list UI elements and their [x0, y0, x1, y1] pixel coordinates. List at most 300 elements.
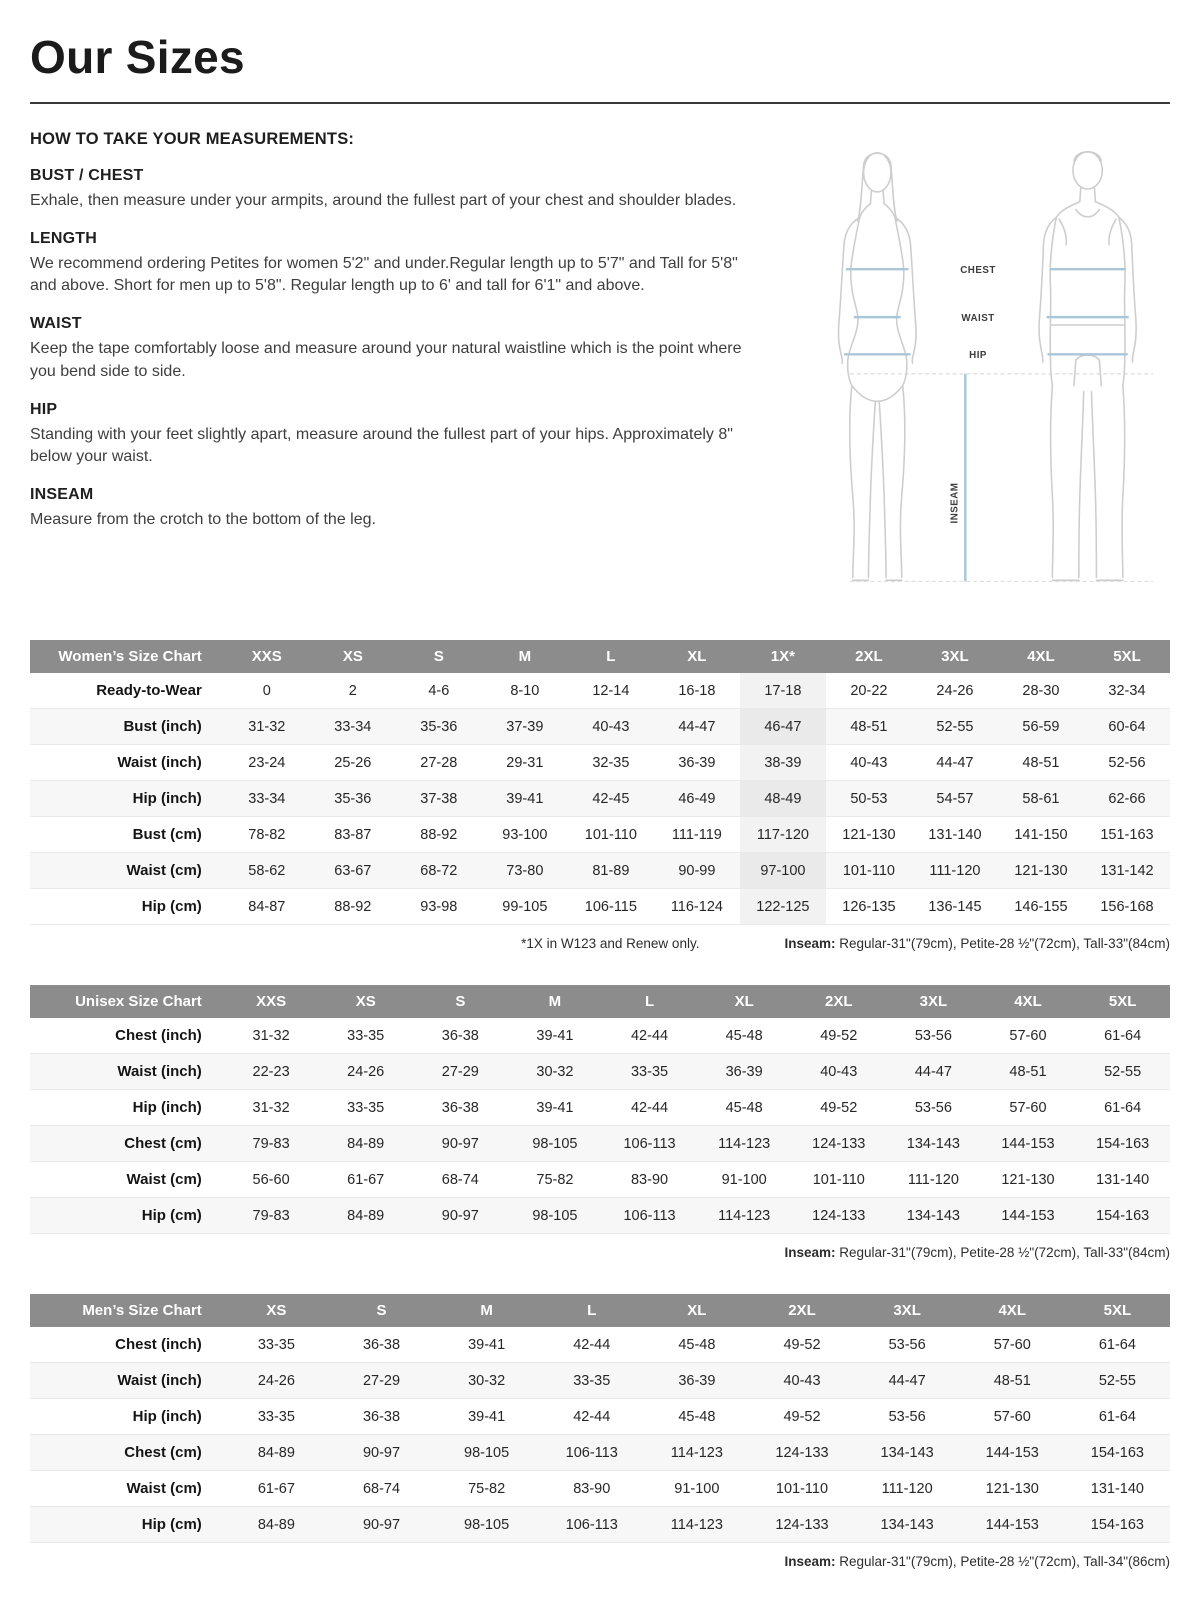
size-cell: 90-97 [441, 1135, 479, 1152]
one-x-footnote: *1X in W123 and Renew only. [521, 936, 700, 951]
table-row [30, 1198, 1170, 1234]
size-cell: 56-59 [1022, 718, 1060, 735]
size-cell: 79-83 [252, 1135, 290, 1152]
size-cell: 27-29 [441, 1063, 479, 1080]
size-cell: 121-130 [842, 826, 896, 843]
row-label: Bust (inch) [123, 718, 202, 735]
size-cell: 134-143 [880, 1444, 934, 1461]
size-cell: 39-41 [468, 1336, 506, 1353]
size-cell: 8-10 [510, 682, 540, 699]
table-row [30, 1507, 1170, 1543]
size-cell: 84-89 [257, 1444, 295, 1461]
size-cell: 154-163 [1090, 1444, 1144, 1461]
top-section [30, 130, 1170, 604]
column-header: S [413, 985, 508, 1018]
size-cell: 50-53 [850, 790, 888, 807]
size-cell: 45-48 [725, 1099, 763, 1116]
size-cell: 46-47 [740, 709, 826, 745]
size-cell: 32-34 [1108, 682, 1146, 699]
size-cell: 98-105 [532, 1207, 578, 1224]
size-cell: 75-82 [536, 1171, 574, 1188]
size-cell: 134-143 [880, 1516, 934, 1533]
size-cell: 33-35 [347, 1099, 385, 1116]
row-label: Waist (inch) [117, 1372, 202, 1389]
row-label: Waist (cm) [126, 862, 202, 879]
size-cell: 28-30 [1022, 682, 1060, 699]
size-cell: 114-123 [718, 1207, 771, 1224]
column-header: 3XL [855, 1294, 960, 1327]
size-cell: 54-57 [936, 790, 974, 807]
size-cell: 40-43 [592, 718, 630, 735]
size-cell: 114-123 [718, 1135, 771, 1152]
size-cell: 53-56 [914, 1099, 952, 1116]
size-cell: 90-97 [441, 1207, 479, 1224]
column-header: 3XL [886, 985, 981, 1018]
size-cell: 101-110 [775, 1480, 829, 1497]
size-cell: 48-49 [740, 781, 826, 817]
womens-size-table [30, 640, 1170, 925]
table-title: Women’s Size Chart [30, 640, 224, 673]
size-cell: 36-38 [441, 1027, 479, 1044]
inseam-note: Inseam: Regular-31"(79cm), Petite-28 ½"(72cm), Tall-33"(84cm) [784, 936, 1170, 951]
man-figure [1039, 152, 1136, 581]
size-cell: 49-52 [783, 1336, 821, 1353]
column-header: L [539, 1294, 644, 1327]
size-cell: 44-47 [678, 718, 716, 735]
size-cell: 117-120 [740, 817, 826, 853]
size-cell: 42-45 [592, 790, 630, 807]
size-cell: 27-29 [362, 1372, 401, 1389]
column-header: XS [224, 1294, 329, 1327]
size-cell: 83-90 [573, 1480, 611, 1497]
size-cell: 37-38 [420, 790, 458, 807]
size-cell: 40-43 [783, 1372, 821, 1389]
table-row [30, 1126, 1170, 1162]
size-table [30, 640, 1170, 925]
size-cell: 91-100 [674, 1480, 720, 1497]
size-cell: 156-168 [1100, 898, 1154, 915]
size-cell: 68-74 [362, 1480, 401, 1497]
size-cell: 154-163 [1096, 1135, 1150, 1152]
size-cell: 33-34 [334, 718, 372, 735]
section-title: WAIST [30, 315, 82, 333]
column-header: 2XL [749, 1294, 854, 1327]
inseam-note: Inseam: Regular-31"(79cm), Petite-28 ½"(72cm), Tall-34"(86cm) [784, 1554, 1170, 1569]
size-cell: 124-133 [775, 1444, 829, 1461]
size-cell: 122-125 [740, 889, 826, 925]
size-cell: 106-115 [584, 898, 637, 915]
size-cell: 49-52 [820, 1099, 858, 1116]
size-cell: 61-64 [1098, 1336, 1136, 1353]
size-cell: 36-39 [725, 1063, 763, 1080]
size-cell: 134-143 [906, 1135, 960, 1152]
table-title: Men’s Size Chart [30, 1294, 224, 1327]
size-cell: 36-38 [441, 1099, 479, 1116]
size-cell: 58-62 [248, 862, 286, 879]
size-cell: 111-119 [671, 826, 722, 843]
size-cell: 30-32 [468, 1372, 506, 1389]
row-label: Hip (cm) [141, 1516, 202, 1533]
unisex-size-table [30, 985, 1170, 1234]
size-cell: 53-56 [888, 1336, 926, 1353]
size-cell: 111-120 [907, 1171, 959, 1188]
size-cell: 141-150 [1014, 826, 1068, 843]
size-cell: 124-133 [812, 1207, 866, 1224]
size-cell: 60-64 [1108, 718, 1146, 735]
section-body: Keep the tape comfortably loose and measure around your natural waistline which is the point where you bend side to side. [30, 340, 742, 380]
table-row [30, 781, 1170, 817]
size-cell: 44-47 [936, 754, 974, 771]
measurement-instructions [30, 130, 766, 604]
size-cell: 27-28 [420, 754, 458, 771]
section-inseam [30, 486, 766, 532]
waist-label: WAIST [961, 313, 995, 325]
size-cell: 44-47 [888, 1372, 926, 1389]
row-label: Hip (inch) [132, 790, 202, 807]
unisex-table-notes [30, 1245, 1170, 1260]
size-cell: 23-24 [248, 754, 286, 771]
column-header: XS [310, 640, 396, 673]
section-body: Exhale, then measure under your armpits, around the fullest part of your chest and shoulder blades. [30, 192, 737, 209]
size-cell: 61-67 [257, 1480, 295, 1497]
size-cell: 36-38 [362, 1336, 401, 1353]
size-cell: 111-120 [881, 1480, 933, 1497]
column-header: M [482, 640, 568, 673]
column-header: 2XL [791, 985, 886, 1018]
section-title: BUST / CHEST [30, 167, 144, 184]
row-label: Hip (inch) [132, 1099, 202, 1116]
size-cell: 81-89 [592, 862, 630, 879]
size-cell: 12-14 [592, 682, 630, 699]
size-cell: 24-26 [347, 1063, 385, 1080]
inseam-note: Inseam: Regular-31"(79cm), Petite-28 ½"(72cm), Tall-33"(84cm) [784, 1245, 1170, 1260]
size-cell: 106-113 [565, 1444, 618, 1461]
column-header: 1X* [740, 640, 826, 673]
size-cell: 33-35 [347, 1027, 385, 1044]
section-waist [30, 315, 766, 383]
size-cell: 49-52 [783, 1408, 821, 1425]
size-cell: 93-100 [502, 826, 548, 843]
size-cell: 49-52 [820, 1027, 858, 1044]
column-header: L [602, 985, 697, 1018]
mens-table-notes [30, 1554, 1170, 1569]
size-cell: 101-110 [812, 1171, 865, 1188]
size-cell: 48-51 [1022, 754, 1060, 771]
size-cell: 88-92 [334, 898, 372, 915]
size-cell: 36-38 [362, 1408, 401, 1425]
size-cell: 39-41 [536, 1027, 574, 1044]
size-cell: 131-142 [1100, 862, 1154, 879]
section-body: Measure from the crotch to the bottom of the leg. [30, 511, 376, 529]
size-cell: 61-64 [1104, 1027, 1142, 1044]
table-row [30, 1327, 1170, 1363]
section-title: HIP [30, 400, 58, 418]
size-cell: 56-60 [252, 1171, 290, 1188]
size-cell: 68-74 [441, 1171, 479, 1188]
row-label: Waist (inch) [117, 754, 202, 771]
size-cell: 83-90 [630, 1171, 669, 1188]
size-cell: 22-23 [252, 1063, 290, 1080]
size-cell: 42-44 [573, 1336, 611, 1353]
row-label: Waist (cm) [126, 1480, 202, 1497]
size-cell: 121-130 [1014, 862, 1068, 879]
table-row [30, 1399, 1170, 1435]
size-cell: 2 [348, 682, 357, 699]
size-cell: 93-98 [420, 898, 458, 915]
size-cell: 101-110 [584, 826, 637, 843]
size-cell: 68-72 [420, 862, 458, 879]
unisex-size-chart-section [30, 985, 1170, 1260]
size-cell: 114-123 [670, 1444, 723, 1461]
row-label: Hip (cm) [141, 898, 202, 915]
size-cell: 52-55 [1098, 1372, 1136, 1389]
size-cell: 58-61 [1022, 790, 1060, 807]
size-cell: 124-133 [775, 1516, 829, 1533]
size-cell: 136-145 [928, 898, 982, 915]
size-cell: 63-67 [334, 862, 372, 879]
table-row [30, 889, 1170, 925]
size-cell: 121-130 [985, 1480, 1039, 1497]
size-cell: 134-143 [906, 1207, 960, 1224]
size-cell: 146-155 [1014, 898, 1068, 915]
row-label: Waist (cm) [126, 1171, 202, 1188]
section-title: INSEAM [30, 486, 94, 504]
column-header: L [568, 640, 654, 673]
size-cell: 31-32 [252, 1027, 290, 1044]
section-body: We recommend ordering Petites for women 5'2" and under.Regular length up to 5'7" and Tall for 5'8" and above. Short for men up to 5'8". Regular length up to 6' and tall for 6'1" and above. [30, 254, 738, 295]
column-header: XXS [224, 985, 319, 1018]
size-cell: 52-56 [1108, 754, 1146, 771]
size-cell: 32-35 [592, 754, 630, 771]
page-title: Our Sizes [30, 31, 245, 83]
table-row [30, 1054, 1170, 1090]
size-cell: 31-32 [248, 718, 286, 735]
row-label: Chest (cm) [124, 1135, 202, 1152]
size-cell: 121-130 [1001, 1171, 1055, 1188]
section-body: Standing with your feet slightly apart, measure around the fullest part of your hips. Approximately 8" below your waist. [30, 425, 733, 466]
row-label: Chest (inch) [115, 1336, 202, 1353]
size-cell: 84-89 [347, 1135, 385, 1152]
size-cell: 16-18 [678, 682, 716, 699]
title-divider [30, 102, 1170, 104]
table-row [30, 745, 1170, 781]
size-cell: 33-35 [573, 1372, 611, 1389]
size-cell: 33-35 [257, 1336, 295, 1353]
size-cell: 33-35 [257, 1408, 295, 1425]
table-row [30, 1162, 1170, 1198]
size-cell: 88-92 [420, 826, 458, 843]
column-header: XL [654, 640, 740, 673]
size-cell: 20-22 [850, 682, 888, 699]
column-header: XXS [224, 640, 310, 673]
size-cell: 53-56 [914, 1027, 952, 1044]
size-cell: 106-113 [623, 1207, 676, 1224]
table-row [30, 1090, 1170, 1126]
size-cell: 17-18 [740, 673, 826, 709]
table-row [30, 1435, 1170, 1471]
section-hip [30, 401, 766, 469]
size-cell: 45-48 [678, 1336, 716, 1353]
size-cell: 44-47 [914, 1063, 952, 1080]
size-cell: 0 [262, 682, 271, 699]
column-header: XL [644, 1294, 749, 1327]
size-cell: 42-44 [573, 1408, 611, 1425]
size-cell: 144-153 [985, 1444, 1039, 1461]
size-cell: 62-66 [1108, 790, 1146, 807]
size-cell: 45-48 [725, 1027, 763, 1044]
size-cell: 31-32 [252, 1099, 290, 1116]
size-cell: 40-43 [820, 1063, 858, 1080]
column-header: 5XL [1084, 640, 1170, 673]
size-cell: 106-113 [565, 1516, 618, 1533]
table-row [30, 1363, 1170, 1399]
size-cell: 151-163 [1100, 826, 1154, 843]
size-cell: 24-26 [936, 682, 974, 699]
size-cell: 36-39 [678, 1372, 716, 1389]
womens-table-notes [30, 936, 1170, 951]
size-cell: 154-163 [1090, 1516, 1144, 1533]
row-label: Hip (inch) [132, 1408, 202, 1425]
size-cell: 42-44 [630, 1099, 669, 1116]
column-header: 5XL [1065, 1294, 1170, 1327]
size-cell: 84-87 [248, 898, 286, 915]
column-header: XS [318, 985, 413, 1018]
inseam-label: INSEAM [949, 482, 961, 524]
size-cell: 101-110 [842, 862, 895, 879]
size-cell: 48-51 [993, 1372, 1031, 1389]
size-cell: 78-82 [248, 826, 286, 843]
size-cell: 57-60 [1009, 1099, 1047, 1116]
column-header: M [434, 1294, 539, 1327]
womens-size-chart-section [30, 640, 1170, 951]
size-cell: 24-26 [257, 1372, 295, 1389]
size-cell: 39-41 [506, 790, 544, 807]
size-cell: 84-89 [347, 1207, 385, 1224]
size-cell: 46-49 [678, 790, 716, 807]
size-cell: 48-51 [1009, 1063, 1047, 1080]
table-row [30, 853, 1170, 889]
row-label: Waist (inch) [117, 1063, 202, 1080]
size-cell: 45-48 [678, 1408, 716, 1425]
size-cell: 99-105 [502, 898, 548, 915]
column-header: 4XL [998, 640, 1084, 673]
mens-size-chart-section [30, 1294, 1170, 1569]
size-cell: 36-39 [678, 754, 716, 771]
size-cell: 91-100 [721, 1171, 767, 1188]
table-title: Unisex Size Chart [30, 985, 224, 1018]
hip-label: HIP [969, 350, 987, 362]
size-cell: 98-105 [532, 1135, 578, 1152]
size-cell: 52-55 [1104, 1063, 1142, 1080]
size-cell: 98-105 [464, 1516, 510, 1533]
size-cell: 131-140 [928, 826, 982, 843]
row-label: Bust (cm) [132, 826, 202, 843]
size-cell: 35-36 [334, 790, 372, 807]
column-header: S [396, 640, 482, 673]
size-cell: 90-99 [678, 862, 716, 879]
size-cell: 144-153 [985, 1516, 1039, 1533]
size-cell: 53-56 [888, 1408, 926, 1425]
body-measurement-diagram [799, 134, 1161, 604]
mens-size-table [30, 1294, 1170, 1543]
row-label: Ready-to-Wear [96, 682, 202, 699]
size-cell: 38-39 [740, 745, 826, 781]
size-cell: 52-55 [936, 718, 974, 735]
size-cell: 61-67 [347, 1171, 385, 1188]
section-title: LENGTH [30, 229, 97, 247]
size-cell: 35-36 [420, 718, 458, 735]
row-label: Chest (cm) [124, 1444, 202, 1461]
size-cell: 131-140 [1096, 1171, 1150, 1188]
size-cell: 83-87 [334, 826, 372, 843]
size-cell: 131-140 [1090, 1480, 1144, 1497]
dashed-guides [850, 374, 1153, 581]
size-cell: 75-82 [468, 1480, 506, 1497]
size-cell: 79-83 [252, 1207, 290, 1224]
size-table [30, 985, 1170, 1234]
size-cell: 37-39 [506, 718, 544, 735]
column-header: 5XL [1075, 985, 1170, 1018]
table-row [30, 1018, 1170, 1054]
chest-label: CHEST [960, 265, 996, 277]
size-cell: 106-113 [623, 1135, 676, 1152]
size-cell: 39-41 [468, 1408, 506, 1425]
size-cell: 124-133 [812, 1135, 866, 1152]
column-header: 4XL [960, 1294, 1065, 1327]
column-header: M [508, 985, 603, 1018]
column-header: S [329, 1294, 434, 1327]
size-cell: 90-97 [362, 1444, 401, 1461]
woman-figure [838, 153, 916, 581]
section-bust-chest [30, 167, 766, 213]
size-cell: 42-44 [630, 1027, 669, 1044]
table-row [30, 817, 1170, 853]
row-label: Chest (inch) [115, 1027, 202, 1044]
table-row [30, 1471, 1170, 1507]
size-cell: 126-135 [842, 898, 896, 915]
size-cell: 61-64 [1104, 1099, 1142, 1116]
table-row [30, 709, 1170, 745]
size-cell: 114-123 [670, 1516, 723, 1533]
column-header: 2XL [826, 640, 912, 673]
size-cell: 73-80 [506, 862, 544, 879]
size-cell: 57-60 [993, 1408, 1031, 1425]
size-cell: 33-35 [630, 1063, 669, 1080]
size-cell: 98-105 [464, 1444, 510, 1461]
column-header: 3XL [912, 640, 998, 673]
section-length [30, 230, 766, 298]
size-cell: 84-89 [257, 1516, 295, 1533]
size-cell: 154-163 [1096, 1207, 1150, 1224]
row-label: Hip (cm) [141, 1207, 202, 1224]
size-cell: 48-51 [850, 718, 888, 735]
size-cell: 57-60 [1009, 1027, 1047, 1044]
size-table [30, 1294, 1170, 1543]
size-cell: 29-31 [506, 754, 544, 771]
size-cell: 144-153 [1001, 1135, 1055, 1152]
size-cell: 30-32 [536, 1063, 574, 1080]
size-cell: 4-6 [428, 682, 450, 699]
size-cell: 33-34 [248, 790, 286, 807]
size-cell: 116-124 [670, 898, 723, 915]
size-cell: 61-64 [1098, 1408, 1136, 1425]
size-cell: 111-120 [929, 862, 981, 879]
size-cell: 40-43 [850, 754, 888, 771]
column-header: 4XL [981, 985, 1076, 1018]
size-cell: 144-153 [1001, 1207, 1055, 1224]
size-cell: 25-26 [334, 754, 372, 771]
size-cell: 97-100 [740, 853, 826, 889]
